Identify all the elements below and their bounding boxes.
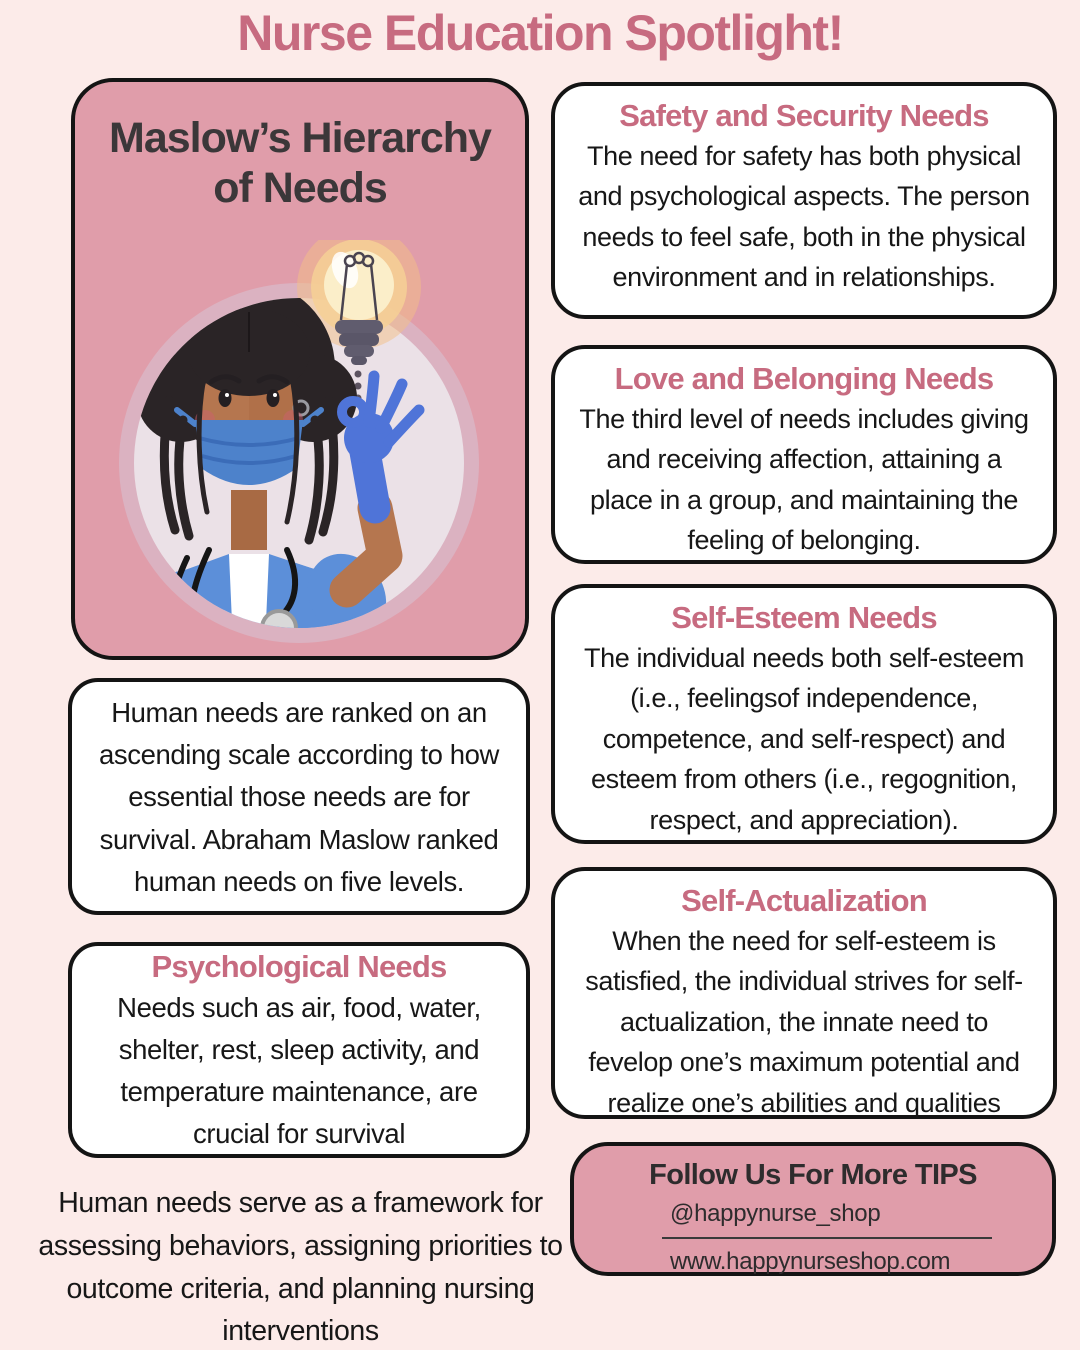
- intro-card: [68, 678, 530, 915]
- hero-title: Maslow’s Hierarchy of Needs: [109, 114, 491, 212]
- website-url: www.happynurseshop.com: [670, 1248, 951, 1275]
- self-esteem-body: The individual needs both self-esteem (i.e., feelingsof independence, competence, and self-respect) and esteem from others (i.e., regognition, respect, and appreciation).: [584, 642, 1024, 835]
- self-esteem-card: [551, 584, 1057, 844]
- follow-us-title: Follow Us For More TIPS: [649, 1159, 977, 1191]
- psychological-needs-heading: Psychological Needs: [151, 949, 447, 985]
- intro-text: Human needs are ranked on an ascending scale according to how essential those needs are for survival. Abraham Maslow ranked human needs on five levels.: [99, 697, 499, 897]
- safety-security-card: [551, 82, 1057, 319]
- self-actualization-heading: Self-Actualization: [681, 883, 927, 918]
- social-handle: @happynurse_shop: [670, 1200, 881, 1227]
- psychological-needs-body: Needs such as air, food, water, shelter, rest, sleep activity, and temperature maintenance, are crucial for survival: [117, 991, 481, 1149]
- love-belonging-card: [551, 345, 1057, 564]
- page-title: Nurse Education Spotlight!: [237, 5, 843, 61]
- safety-security-heading: Safety and Security Needs: [619, 98, 989, 133]
- framework-note: Human needs serve as a framework for assessing behaviors, assigning priorities to outcome criteria, and planning nursing interventions: [38, 1187, 563, 1348]
- love-belonging-heading: Love and Belonging Needs: [614, 361, 994, 396]
- self-actualization-body: When the need for self-esteem is satisfied, the individual strives for self-actualization, the innate need to fevelop one’s maximum potential and realize one’s abilities and qualities: [585, 925, 1023, 1118]
- nurse-illustration: [79, 240, 519, 650]
- divider: [662, 1237, 992, 1239]
- safety-security-body: The need for safety has both physical and psychological aspects. The person needs to feel safe, both in the physical environment and in relationships.: [578, 140, 1030, 293]
- self-actualization-card: [551, 867, 1057, 1119]
- follow-us-card: [570, 1142, 1056, 1276]
- hero-card: [71, 78, 529, 660]
- love-belonging-body: The third level of needs includes giving and receiving affection, attaining a place in a group, and maintaining the feeling of belonging.: [579, 403, 1029, 556]
- self-esteem-heading: Self-Esteem Needs: [671, 600, 937, 635]
- psychological-needs-card: [68, 942, 530, 1158]
